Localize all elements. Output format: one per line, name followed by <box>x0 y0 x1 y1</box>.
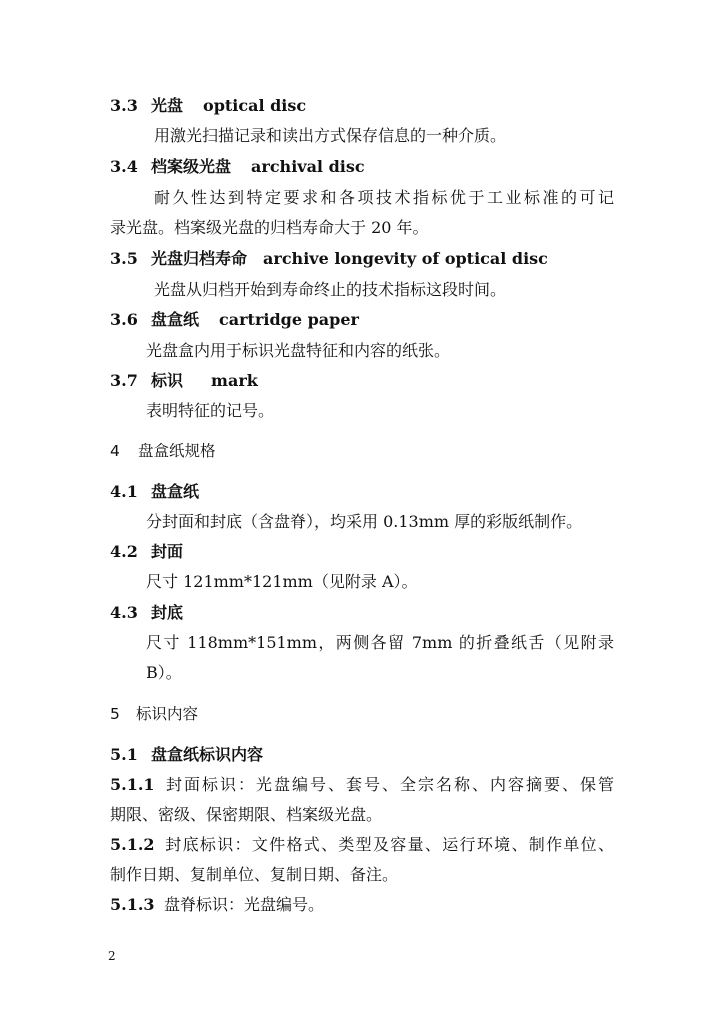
heading-4-2 <box>110 541 183 563</box>
section-title: 档案级光盘 <box>151 157 232 176</box>
section-title: 封底 <box>151 603 184 622</box>
section-number: 4 <box>110 442 120 460</box>
heading-4-1 <box>110 481 199 503</box>
paragraph-5-1-2-line-1 <box>110 834 614 856</box>
paragraph-5-1-3 <box>110 894 324 916</box>
section-text: 盘脊标识：光盘编号。 <box>164 895 325 914</box>
section-number: 5.1.1 <box>110 775 155 794</box>
section-title: 标识内容 <box>136 705 199 723</box>
section-number: 5 <box>110 705 120 723</box>
section-text: 封底标识：文件格式、类型及容量、运行环境、制作单位、 <box>164 835 614 854</box>
section-title-en: optical disc <box>203 96 307 115</box>
heading-5-1 <box>110 744 263 766</box>
paragraph-5-1-1-line-1 <box>110 774 614 796</box>
heading-5 <box>110 703 198 725</box>
section-title: 光盘归档寿命 <box>151 249 248 268</box>
heading-3-3 <box>110 95 306 117</box>
paragraph-4-2: 尺寸 121mm*121mm（见附录 A）。 <box>146 572 418 591</box>
section-number: 3.7 <box>110 371 138 390</box>
section-number: 4.2 <box>110 542 138 561</box>
section-title-en: archival disc <box>251 157 365 176</box>
section-number: 4.1 <box>110 482 138 501</box>
section-title: 盘盒纸标识内容 <box>151 745 264 764</box>
section-title-en: archive longevity of optical disc <box>263 249 548 268</box>
paragraph-5-1-2-line-2: 制作日期、复制单位、复制日期、备注。 <box>110 865 399 884</box>
paragraph-3-6: 光盘盒内用于标识光盘特征和内容的纸张。 <box>146 341 451 360</box>
section-number: 3.3 <box>110 96 138 115</box>
section-title-en: mark <box>211 371 258 390</box>
heading-3-4 <box>110 156 365 178</box>
paragraph-3-5: 光盘从归档开始到寿命终止的技术指标这段时间。 <box>154 280 507 299</box>
section-number: 3.6 <box>110 310 138 329</box>
heading-3-6 <box>110 309 359 331</box>
section-number: 5.1 <box>110 745 138 764</box>
section-number: 5.1.2 <box>110 835 155 854</box>
paragraph-3-4-line-1: 耐久性达到特定要求和各项技术指标优于工业标准的可记 <box>154 188 614 207</box>
section-title: 封面 <box>151 542 184 561</box>
heading-4-3 <box>110 602 183 624</box>
paragraph-3-7: 表明特征的记号。 <box>146 401 275 420</box>
section-title: 盘盒纸 <box>151 482 200 501</box>
section-number: 4.3 <box>110 603 138 622</box>
heading-3-5 <box>110 248 548 270</box>
section-text: 封面标识：光盘编号、套号、全宗名称、内容摘要、保管 <box>164 775 614 794</box>
paragraph-4-1: 分封面和封底（含盘脊），均采用 0.13mm 厚的彩版纸制作。 <box>146 512 583 531</box>
paragraph-3-3: 用激光扫描记录和读出方式保存信息的一种介质。 <box>154 126 507 145</box>
heading-4 <box>110 440 216 462</box>
section-title: 光盘 <box>151 96 184 115</box>
section-title: 盘盒纸规格 <box>138 442 216 460</box>
section-title: 标识 <box>151 371 184 390</box>
section-number: 5.1.3 <box>110 895 155 914</box>
paragraph-4-3-line-1: 尺寸 118mm*151mm，两侧各留 7mm 的折叠纸舌（见附录 <box>146 633 614 652</box>
heading-3-7 <box>110 370 258 392</box>
paragraph-3-4-line-2: 录光盘。档案级光盘的归档寿命大于 20 年。 <box>110 218 429 237</box>
section-number: 3.5 <box>110 249 138 268</box>
section-title: 盘盒纸 <box>151 310 200 329</box>
page-number: 2 <box>108 949 116 963</box>
section-number: 3.4 <box>110 157 138 176</box>
paragraph-5-1-1-line-2: 期限、密级、保密期限、档案级光盘。 <box>110 805 383 824</box>
section-title-en: cartridge paper <box>219 310 359 329</box>
paragraph-4-3-line-2: B）。 <box>146 663 182 682</box>
